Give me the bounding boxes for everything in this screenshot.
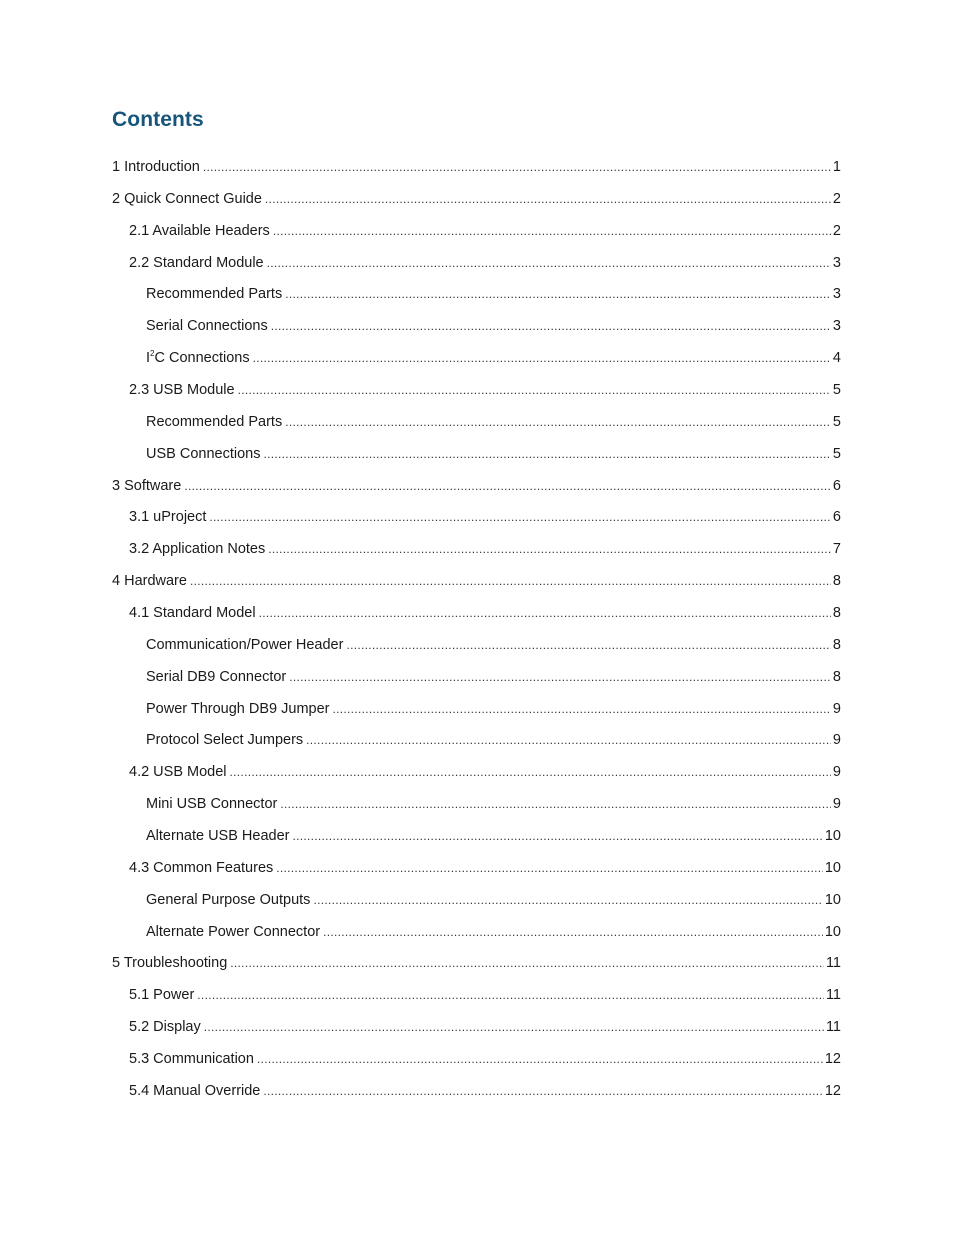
- toc-entry-title: Serial DB9 Connector: [146, 668, 287, 685]
- toc-entry-title: Communication/Power Header: [146, 636, 344, 653]
- toc-entry[interactable]: [112, 630, 841, 662]
- toc-entry[interactable]: [112, 789, 841, 821]
- toc-dot-leader: [203, 152, 831, 184]
- toc-page-number: 10: [824, 891, 841, 908]
- toc-entry[interactable]: [112, 279, 841, 311]
- toc-entry[interactable]: [112, 662, 841, 694]
- toc-entry-title: 4.2 USB Model: [129, 764, 227, 781]
- toc-page-number: 3: [832, 254, 841, 271]
- toc-entry-title: 2.3 USB Module: [129, 382, 235, 399]
- toc-dot-leader: [259, 598, 831, 630]
- toc-entry-title: Alternate Power Connector: [146, 923, 321, 940]
- toc-entry-title: 3 Software: [112, 477, 182, 494]
- toc-entry[interactable]: [112, 566, 841, 598]
- toc-entry[interactable]: [112, 216, 841, 248]
- toc-dot-leader: [323, 917, 823, 949]
- toc-page-number: 7: [832, 541, 841, 558]
- toc-entry[interactable]: [112, 471, 841, 503]
- toc-entry-title: Recommended Parts: [146, 413, 283, 430]
- toc-entry-title: 5.3 Communication: [129, 1051, 254, 1068]
- toc-page-number: 9: [832, 764, 841, 781]
- toc-page-number: 3: [832, 318, 841, 335]
- toc-page-number: 8: [832, 668, 841, 685]
- toc-entry-title: 4 Hardware: [112, 573, 187, 590]
- toc-page-number: 5: [832, 413, 841, 430]
- toc-entry-title: 2.2 Standard Module: [129, 254, 264, 271]
- toc-page-number: 2: [832, 222, 841, 239]
- toc-entry-title-rest: C Connections: [154, 350, 250, 367]
- toc-dot-leader: [276, 853, 823, 885]
- toc-page-number: 10: [824, 859, 841, 876]
- toc-entry-title: Serial Connections: [146, 318, 268, 335]
- toc-page-number: 1: [832, 159, 841, 175]
- toc-entry-title: 4.1 Standard Model: [129, 605, 256, 622]
- toc-entry-title: 1 Introduction: [112, 159, 200, 175]
- toc-entry[interactable]: [112, 980, 841, 1012]
- toc-dot-leader: [238, 375, 831, 407]
- toc-entry-title: General Purpose Outputs: [146, 891, 311, 908]
- toc-dot-leader: [257, 1044, 823, 1076]
- toc-entry-title: Protocol Select Jumpers: [146, 732, 304, 749]
- toc-dot-leader: [230, 948, 824, 980]
- toc-entry-title: [146, 343, 250, 375]
- toc-dot-leader: [209, 502, 831, 534]
- toc-dot-leader: [280, 789, 831, 821]
- toc-page-number: 8: [832, 605, 841, 622]
- toc-dot-leader: [230, 757, 831, 789]
- toc-entry[interactable]: [112, 184, 841, 216]
- toc-entry[interactable]: [112, 694, 841, 726]
- toc-dot-leader: [190, 566, 831, 598]
- toc-page-number: 6: [832, 509, 841, 526]
- toc-entry-title: Mini USB Connector: [146, 796, 278, 813]
- toc-dot-leader: [333, 694, 831, 726]
- toc-page-number: 11: [825, 1019, 841, 1036]
- toc-page-number: 12: [824, 1082, 841, 1099]
- toc-entry[interactable]: [112, 152, 841, 184]
- toc-entry[interactable]: [112, 248, 841, 280]
- toc-dot-leader: [268, 534, 831, 566]
- toc-page-number: 9: [832, 700, 841, 717]
- toc-entry-title: 2.1 Available Headers: [129, 222, 270, 239]
- page-title: Contents: [112, 108, 204, 131]
- toc-entry-title: 5 Troubleshooting: [112, 955, 228, 972]
- toc-entry-title: 5.2 Display: [129, 1019, 201, 1036]
- toc-dot-leader: [273, 216, 831, 248]
- toc-entry-title-prefix: I: [146, 350, 151, 367]
- toc-dot-leader: [313, 885, 822, 917]
- toc-entry[interactable]: [112, 343, 841, 375]
- toc-entry[interactable]: [112, 311, 841, 343]
- toc-entry[interactable]: [112, 407, 841, 439]
- toc-dot-leader: [285, 407, 831, 439]
- toc-entry-title: 3.2 Application Notes: [129, 541, 266, 558]
- toc-page-number: 11: [825, 987, 841, 1004]
- toc-page-number: 9: [832, 796, 841, 813]
- toc-page-number: 2: [832, 190, 841, 207]
- toc-dot-leader: [289, 662, 831, 694]
- toc-page-number: 5: [832, 382, 841, 399]
- toc-entry-title: 4.3 Common Features: [129, 859, 274, 876]
- toc-dot-leader: [285, 279, 831, 311]
- toc-dot-leader: [197, 980, 824, 1012]
- toc-entry[interactable]: [112, 439, 841, 471]
- table-of-contents: [112, 152, 841, 1108]
- toc-entry-title: Power Through DB9 Jumper: [146, 700, 330, 717]
- toc-page-number: 3: [832, 286, 841, 303]
- toc-entry[interactable]: [112, 917, 841, 949]
- toc-entry[interactable]: [112, 821, 841, 853]
- toc-entry[interactable]: [112, 1044, 841, 1076]
- toc-dot-leader: [263, 1076, 822, 1108]
- toc-entry-title: 5.1 Power: [129, 987, 195, 1004]
- toc-page-number: 11: [825, 955, 841, 972]
- toc-dot-leader: [204, 1012, 824, 1044]
- toc-entry[interactable]: [112, 502, 841, 534]
- toc-entry[interactable]: [112, 725, 841, 757]
- toc-page-number: 10: [824, 923, 841, 940]
- toc-entry[interactable]: [112, 375, 841, 407]
- toc-entry-title: 5.4 Manual Override: [129, 1082, 261, 1099]
- toc-dot-leader: [271, 311, 831, 343]
- toc-dot-leader: [346, 630, 830, 662]
- toc-entry[interactable]: [112, 1012, 841, 1044]
- toc-entry[interactable]: [112, 757, 841, 789]
- toc-dot-leader: [253, 343, 831, 375]
- toc-entry-title: USB Connections: [146, 445, 261, 462]
- toc-dot-leader: [265, 184, 831, 216]
- toc-page-number: 5: [832, 445, 841, 462]
- toc-page-number: 8: [832, 636, 841, 653]
- toc-page-number: 12: [824, 1051, 841, 1068]
- toc-dot-leader: [263, 439, 830, 471]
- toc-page-number: 4: [832, 350, 841, 367]
- toc-entry-title: Alternate USB Header: [146, 828, 290, 845]
- toc-page-number: 9: [832, 732, 841, 749]
- toc-entry[interactable]: [112, 1076, 841, 1108]
- toc-dot-leader: [184, 471, 831, 503]
- toc-entry-title-superscript: 2: [150, 349, 155, 359]
- toc-page-number: 10: [824, 828, 841, 845]
- toc-dot-leader: [306, 725, 831, 757]
- toc-dot-leader: [292, 821, 822, 853]
- toc-page-number: 8: [832, 573, 841, 590]
- toc-entry[interactable]: [112, 853, 841, 885]
- toc-dot-leader: [267, 248, 831, 280]
- toc-page-number: 6: [832, 477, 841, 494]
- toc-entry[interactable]: [112, 598, 841, 630]
- toc-entry-title: Recommended Parts: [146, 286, 283, 303]
- toc-entry-title: 3.1 uProject: [129, 509, 207, 526]
- toc-entry[interactable]: [112, 885, 841, 917]
- toc-entry[interactable]: [112, 948, 841, 980]
- toc-entry[interactable]: [112, 534, 841, 566]
- toc-entry-title: 2 Quick Connect Guide: [112, 190, 262, 207]
